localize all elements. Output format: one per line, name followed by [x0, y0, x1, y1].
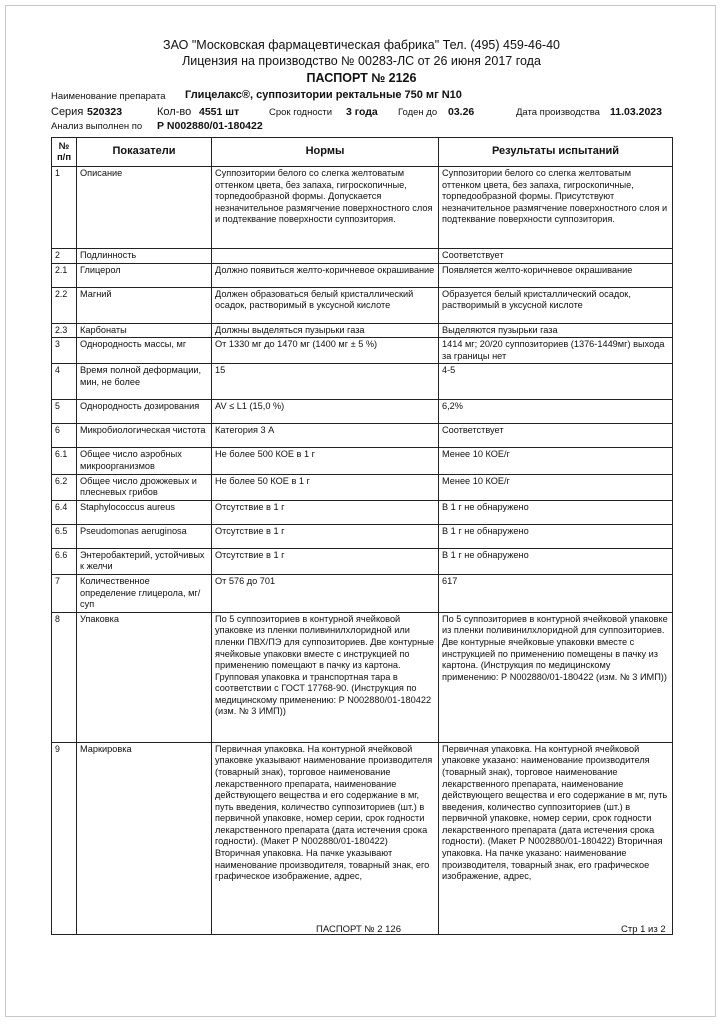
row-number: 4: [52, 364, 77, 400]
quantity-label: Кол-во: [157, 106, 192, 118]
col-header-norms: Нормы: [212, 138, 439, 167]
table-row: [52, 448, 673, 474]
row-indicator: Маркировка: [77, 742, 212, 934]
row-number: 5: [52, 400, 77, 424]
row-result: 1414 мг; 20/20 суппозиториев (1376-1449мг) выхода за границы нет: [439, 338, 673, 364]
table-row: [52, 524, 673, 548]
footer-passport-number: ПАСПОРТ № 2 126: [316, 924, 401, 935]
valid-until-value: 03.26: [448, 106, 475, 118]
analysis-label: Анализ выполнен по: [51, 121, 143, 132]
production-date-value: 11.03.2023: [610, 106, 662, 118]
valid-until-label: Годен до: [398, 107, 438, 118]
row-result: В 1 г не обнаружено: [439, 500, 673, 524]
row-norm: Не более 50 КОЕ в 1 г: [212, 474, 439, 500]
table-row: [52, 249, 673, 264]
shelf-life-label: Срок годности: [269, 107, 333, 118]
row-norm: Должен образоваться белый кристаллический осадок, растворимый в уксусной кислоте: [212, 287, 439, 323]
row-norm: От 576 до 701: [212, 574, 439, 612]
row-norm: Не более 500 КОЕ в 1 г: [212, 448, 439, 474]
table-row: [52, 474, 673, 500]
production-date-label: Дата производства: [516, 107, 600, 118]
row-indicator: Общее число дрожжевых и плесневых грибов: [77, 474, 212, 500]
row-result: В 1 г не обнаружено: [439, 548, 673, 574]
row-indicator: Подлинность: [77, 249, 212, 264]
drug-name-value: Глицелакс®, суппозитории ректальные 750 мг N10: [185, 89, 462, 101]
row-indicator: Микробиологическая чистота: [77, 424, 212, 448]
table-row: [52, 263, 673, 287]
footer-page-number: Стр 1 из 2: [621, 924, 666, 935]
row-number: 3: [52, 338, 77, 364]
series-label: Серия: [51, 106, 84, 118]
row-indicator: Количественное определение глицерола, мг/суп: [77, 574, 212, 612]
row-indicator: Карбонаты: [77, 323, 212, 338]
row-result: В 1 г не обнаружено: [439, 524, 673, 548]
row-norm: По 5 суппозиториев в контурной ячейковой упаковке из пленки поливинилхлоридной или пленки ПВХ/ПЭ для суппозиториев. Две контурные ячейковые упаковки вместе с инструкцией по применению помещают в пачку из картона. Групповая упаковка и транспортная тара в соответствии с ГОСТ 17768-90. (Инструкция по медицинскому применению: Р N002880/01-180422 (изм. № 3 ИМП)): [212, 612, 439, 742]
table-row: [52, 500, 673, 524]
table-header-row: [52, 138, 673, 167]
row-indicator: Упаковка: [77, 612, 212, 742]
row-number: 6.5: [52, 524, 77, 548]
row-norm: Суппозитории белого со слегка желтоватым оттенком цвета, без запаха, гигроскопичные, торпедообразной формы. Допускается незначительное размягчение поверхностного слоя и подтеквание поверхности суппозитория.: [212, 167, 439, 249]
row-norm: AV ≤ L1 (15,0 %): [212, 400, 439, 424]
row-result: Суппозитории белого со слегка желтоватым оттенком цвета, без запаха, гигроскопичные, торпедообразной формы. Присутствуют незначительное размягчение поверхностного слоя и подтеквание поверхности суппозитория.: [439, 167, 673, 249]
row-norm: Должны выделяться пузырьки газа: [212, 323, 439, 338]
series-value: 520323: [87, 106, 123, 118]
row-result: Первичная упаковка. На контурной ячейковой упаковке указано: наименование производителя (товарный знак), торговое наименование лекарственного препарата, наименование действующего вещества и его содержание в мг, путь введения, количество суппозиториев (шт.) в первичной упаковке, номер серии, срок годности лекарственного препарата (дата истечения срока годности). (Макет Р N002880/01-180422) Вторичная упаковка. На пачке указано: наименование производителя, товарный знак, его графическое изображение, адрес,: [439, 742, 673, 934]
row-number: 6.6: [52, 548, 77, 574]
row-indicator: Однородность дозирования: [77, 400, 212, 424]
row-number: 6.2: [52, 474, 77, 500]
row-number: 1: [52, 167, 77, 249]
row-number: 2.3: [52, 323, 77, 338]
row-result: Появляется желто-коричневое окрашивание: [439, 263, 673, 287]
row-indicator: Общее число аэробных микроорганизмов: [77, 448, 212, 474]
row-result: Соответствует: [439, 249, 673, 264]
row-number: 6: [52, 424, 77, 448]
row-number: 2: [52, 249, 77, 264]
row-indicator: Магний: [77, 287, 212, 323]
table-row: [52, 548, 673, 574]
row-norm: Отсутствие в 1 г: [212, 548, 439, 574]
company-line: ЗАО "Московская фармацевтическая фабрика" Тел. (495) 459-46-40: [163, 38, 560, 52]
quantity-value: 4551 шт: [199, 106, 240, 118]
row-norm: От 1330 мг до 1470 мг (1400 мг ± 5 %): [212, 338, 439, 364]
row-norm: [212, 249, 439, 264]
col-header-number: № п/п: [52, 138, 77, 167]
row-result: 617: [439, 574, 673, 612]
analysis-value: Р N002880/01-180422: [157, 120, 263, 132]
row-indicator: Время полной деформации, мин, не более: [77, 364, 212, 400]
license-line: Лицензия на производство № 00283-ЛС от 26 июня 2017 года: [182, 54, 541, 68]
drug-name-label: Наименование препарата: [51, 91, 166, 102]
table-row: [52, 742, 673, 934]
shelf-life-value: 3 года: [346, 106, 378, 118]
table-row: [52, 287, 673, 323]
row-indicator: Глицерол: [77, 263, 212, 287]
table-row: [52, 424, 673, 448]
row-result: Менее 10 КОЕ/г: [439, 474, 673, 500]
row-result: Образуется белый кристаллический осадок, растворимый в уксусной кислоте: [439, 287, 673, 323]
row-number: 2.1: [52, 263, 77, 287]
table-row: [52, 338, 673, 364]
table-row: [52, 364, 673, 400]
row-norm: Категория 3 А: [212, 424, 439, 448]
table-row: [52, 574, 673, 612]
row-number: 2.2: [52, 287, 77, 323]
row-indicator: Pseudomonas aeruginosa: [77, 524, 212, 548]
table-row: [52, 323, 673, 338]
table-row: [52, 612, 673, 742]
row-result: Соответствует: [439, 424, 673, 448]
row-norm: Отсутствие в 1 г: [212, 524, 439, 548]
table-row: [52, 400, 673, 424]
row-result: 4-5: [439, 364, 673, 400]
row-number: 9: [52, 742, 77, 934]
col-header-indicators: Показатели: [77, 138, 212, 167]
row-norm: 15: [212, 364, 439, 400]
row-number: 6.4: [52, 500, 77, 524]
row-result: 6,2%: [439, 400, 673, 424]
row-result: По 5 суппозиториев в контурной ячейковой упаковке из пленки поливинилхлоридной для суппозиториев. Две контурные ячейковые упаковки вместе с инструкцией по применению помещены в пачку из картона. (Инструкция по медицинскому применению: Р N002880/01-180422 (изм. № 3 ИМП)): [439, 612, 673, 742]
row-indicator: Энтеробактерий, устойчивых к желчи: [77, 548, 212, 574]
row-result: Выделяются пузырьки газа: [439, 323, 673, 338]
row-indicator: Описание: [77, 167, 212, 249]
row-indicator: Staphylococcus aureus: [77, 500, 212, 524]
table-row: [52, 167, 673, 249]
row-number: 8: [52, 612, 77, 742]
row-norm: Первичная упаковка. На контурной ячейковой упаковке указывают наименование производителя (товарный знак), торговое наименование лекарственного препарата, наименование действующего вещества и его содержание в мг, путь введения, количество суппозиториев (шт.) в первичной упаковке, номер серии, срок годности лекарственного препарата (дата истечения срока годности). (Макет Р N002880/01-180422) Вторичная упаковка. На пачке указывают наименование производителя, товарный знак, его графическое изображение, адрес,: [212, 742, 439, 934]
row-number: 7: [52, 574, 77, 612]
row-norm: Отсутствие в 1 г: [212, 500, 439, 524]
col-header-results: Результаты испытаний: [439, 138, 673, 167]
row-result: Менее 10 КОЕ/г: [439, 448, 673, 474]
passport-title: ПАСПОРТ № 2126: [306, 71, 417, 85]
passport-table: [51, 137, 673, 935]
row-indicator: Однородность массы, мг: [77, 338, 212, 364]
row-norm: Должно появиться желто-коричневое окрашивание: [212, 263, 439, 287]
row-number: 6.1: [52, 448, 77, 474]
